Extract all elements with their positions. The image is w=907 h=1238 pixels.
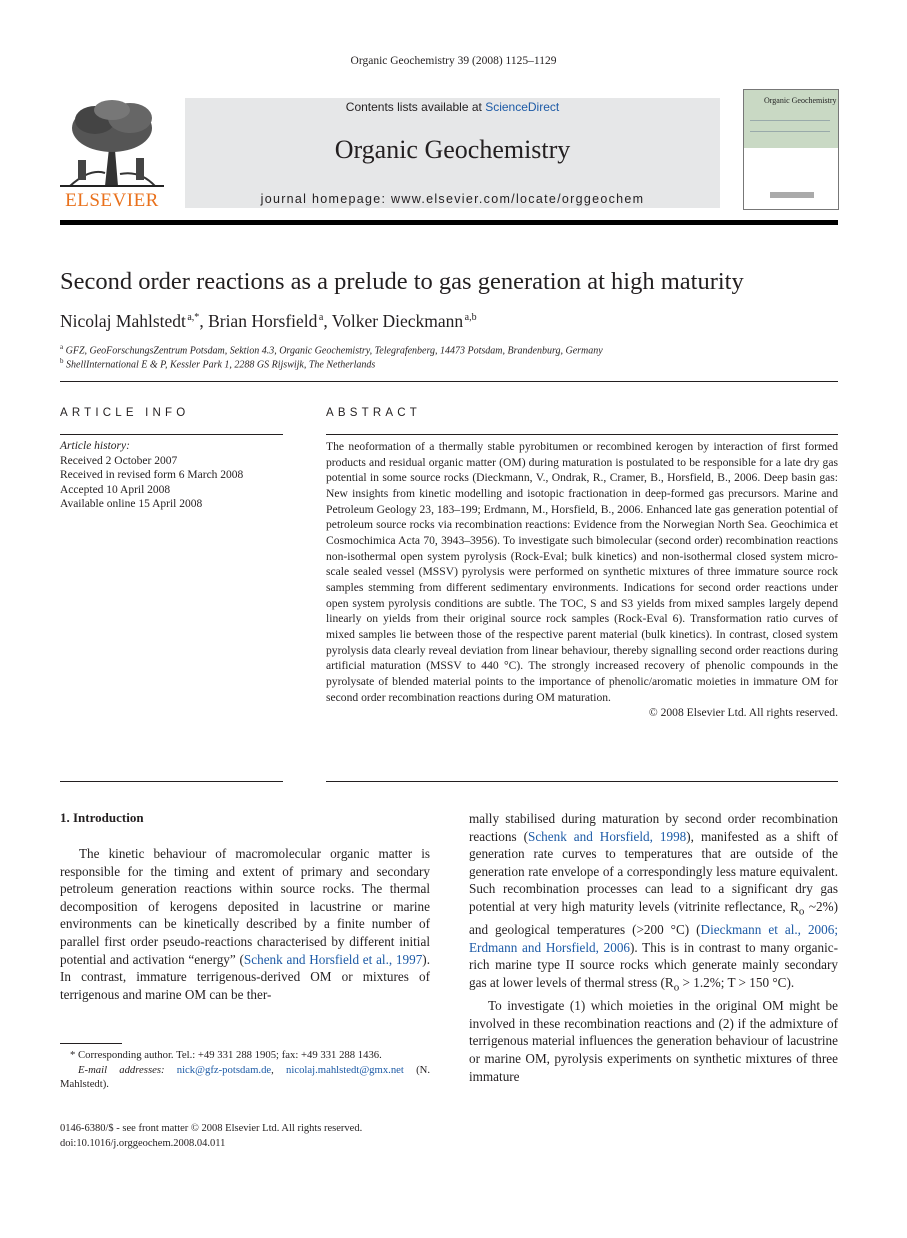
affiliation-text: GFZ, GeoForschungsZentrum Potsdam, Sektion 4.3, Organic Geochemistry, Telegrafenberg, 14473 Potsdam, Brandenburg, Germany [65, 345, 603, 357]
contents-available [185, 100, 720, 114]
affiliation-mark: b [60, 357, 64, 365]
journal-citation: Organic Geochemistry 39 (2008) 1125–1129 [350, 55, 557, 67]
affiliation-text: ShellInternational E & P, Kessler Park 1, 2288 GS Rijswijk, The Netherlands [66, 359, 376, 371]
citation-link[interactable]: Schenk and Horsfield, 1998 [527, 828, 687, 844]
section-heading-introduction: 1. Introduction [60, 810, 144, 825]
divider [60, 381, 838, 382]
footnote [60, 1048, 430, 1092]
article-info-heading: ARTICLE INFO [60, 407, 190, 419]
cover-title: Organic Geochemistry [764, 96, 837, 105]
intro-paragraph [469, 810, 838, 997]
affiliation-mark: a [60, 343, 64, 351]
journal-name: Organic Geochemistry [334, 135, 571, 164]
header-rule [60, 220, 838, 225]
history-accepted: Accepted 10 April 2008 [60, 483, 171, 496]
paragraph-text: > 1.2%; T > 150 °C). [679, 974, 795, 990]
author-list [60, 311, 477, 332]
email-link[interactable]: nick@gfz-potsdam.de [176, 1063, 272, 1076]
cover-footer-mark [770, 192, 814, 198]
email-link[interactable]: nicolaj.mahlstedt@gmx.net [286, 1063, 404, 1076]
history-revised: Received in revised form 6 March 2008 [60, 469, 244, 481]
elsevier-tree-icon [60, 98, 164, 188]
paragraph-text: mally stabilised during maturation by second order recombination reactions ( [469, 811, 838, 844]
subscript: o [673, 981, 680, 994]
email-owner: (N. Mahlstedt). [60, 1063, 431, 1090]
intro-column-right [469, 810, 838, 1085]
doi-line[interactable]: doi:10.1016/j.orggeochem.2008.04.011 [60, 1137, 226, 1149]
issn-line: 0146-6380/$ - see front matter © 2008 Elsevier Ltd. All rights reserved. [60, 1123, 363, 1134]
paragraph-text: ). This is in contrast to many organic-rich marine type II source rocks which generate mainly secondary gas at lower levels of thermal stress (R [469, 939, 838, 990]
history-received: Received 2 October 2007 [60, 454, 178, 467]
paragraph-text: ~2%) and geological temperatures (>200 °C) ( [469, 898, 838, 938]
sciencedirect-link[interactable]: ScienceDirect [485, 100, 560, 114]
author-affiliation-mark: a,b [464, 312, 477, 324]
author-name[interactable]: Nicolaj Mahlstedt [60, 311, 186, 331]
divider [60, 781, 283, 782]
abstract-text: The neoformation of a thermally stable pyrobitumen or recombined kerogen by interaction of first formed products and residual organic matter (OM) during maturation is postulated to be responsible for a late dry gas potential in some source rocks (Dieckmann, V., Ondrak, R., Cramer, B., Horsfield, B., 2006. Deep basin gas: New insights from kinetic modelling and isotopic fractionation in deep-formed gas precursors. Marine and Petroleum Geology 23, 183–199; Erdmann, M., Horsfield, B., 2006. Enhanced late gas generation potential of petroleum source rocks via recombination reactions: Evidence from the Norwegian North Sea. Geochimica et Cosmochimica Acta 70, 3943–3956). To investigate such bimolecular (second order) recombination reactions non-isothermal open system pyrolysis (Rock-Eval; bulk kinetics) and non-isothermal closed system micro-scale sealed vessel (MSSV) pyrolysis were performed on synthetic mixtures of three immature source rock samples stemming from different sedimentary environments. Indications for second order reactions under open system pyrolysis conditions are subtle. The TOC, S and S3 yields from mixed samples largely depend linearly on yields from their original source rock samples (Rock-Eval 6). Transformation ratio curves of mixed samples lie between those of the respective parent material (bulk kinetics). In contrast, closed system pyrolysis data clearly reveal deviation from linear behaviour, thereby signalling second order reactions during artificial maturation (MSSV to 440 °C). The strongly increased recovery of phenolic compounds in the pyrolysate of blended material points to the importance of phenolic/aromatic moieties in immature OM for second order recombination reactions during OM maturation. [326, 440, 838, 704]
paragraph-text: ). In contrast, immature terrigenous-derived OM or mixtures of terrigenous and marine OM can be ther- [60, 951, 430, 1002]
citation-link[interactable]: Dieckmann et al., 2006; Erdmann and Horsfield, 2006 [469, 922, 839, 955]
citation-link[interactable]: Schenk and Horsfield et al., 1997 [243, 951, 423, 967]
cover-lines [750, 120, 830, 132]
subscript: o [798, 905, 805, 918]
elsevier-logo [60, 98, 164, 210]
corresponding-author: * Corresponding author. Tel.: +49 331 288 1905; fax: +49 331 288 1436. [70, 1049, 382, 1061]
journal-cover [743, 89, 839, 210]
author-name[interactable]: Brian Horsfield [208, 311, 318, 331]
abstract-heading: ABSTRACT [326, 407, 421, 419]
intro-column-left [60, 845, 430, 1003]
abstract-copyright: © 2008 Elsevier Ltd. All rights reserved. [648, 706, 838, 720]
divider [60, 434, 283, 435]
divider [326, 434, 838, 435]
publisher-name: ELSEVIER [65, 190, 159, 211]
author-name[interactable]: Volker Dieckmann [331, 311, 464, 331]
email-addresses [60, 1063, 430, 1092]
footnote-divider [60, 1043, 122, 1044]
email-separator: , [271, 1063, 287, 1076]
author-separator: , [199, 311, 209, 331]
article-title: Second order reactions as a prelude to gas generation at high maturity [60, 268, 744, 295]
affiliation [60, 357, 375, 370]
author-affiliation-mark: a,* [187, 312, 200, 324]
divider [326, 781, 838, 782]
author-affiliation-mark: a [318, 312, 324, 324]
paragraph-text: The kinetic behaviour of macromolecular organic matter is responsible for the timing and extent of primary and secondary petroleum generation reactions within source rocks. The thermal decomposition of kerogens deposited in lacustrine or marine environments can be kinetically described by a finite number of parallel first order pseudo-reactions characterised by different initial potential and activation “energy” ( [60, 846, 430, 967]
email-label: E-mail addresses: [78, 1063, 177, 1076]
journal-homepage[interactable]: journal homepage: www.elsevier.com/locate/orggeochem [260, 192, 645, 206]
author-separator: , [323, 311, 332, 331]
intro-paragraph [60, 845, 430, 1003]
paragraph-text: ), manifested as a shift of generation rate curves to temperatures that are outside of the generation rate envelope of a correspondingly less mature equivalent. Such recombination processes can lead to a significant dry gas potential at very high maturity levels (vitrinite reflectance, R [469, 828, 838, 914]
affiliation [60, 343, 603, 356]
history-label: Article history: [60, 440, 130, 452]
intro-paragraph: To investigate (1) which moieties in the original OM might be involved in these recombination reactions and (2) if the admixture of terrigenous material influences the generation behaviour of lacustrine or marine OM, pyrolysis experiments on synthetic mixtures of three immature [469, 998, 838, 1084]
bottom-metadata [60, 1122, 362, 1151]
article-history [60, 439, 243, 512]
history-online: Available online 15 April 2008 [60, 498, 203, 510]
abstract-body [326, 439, 838, 721]
contents-prefix: Contents lists available at [345, 100, 486, 114]
